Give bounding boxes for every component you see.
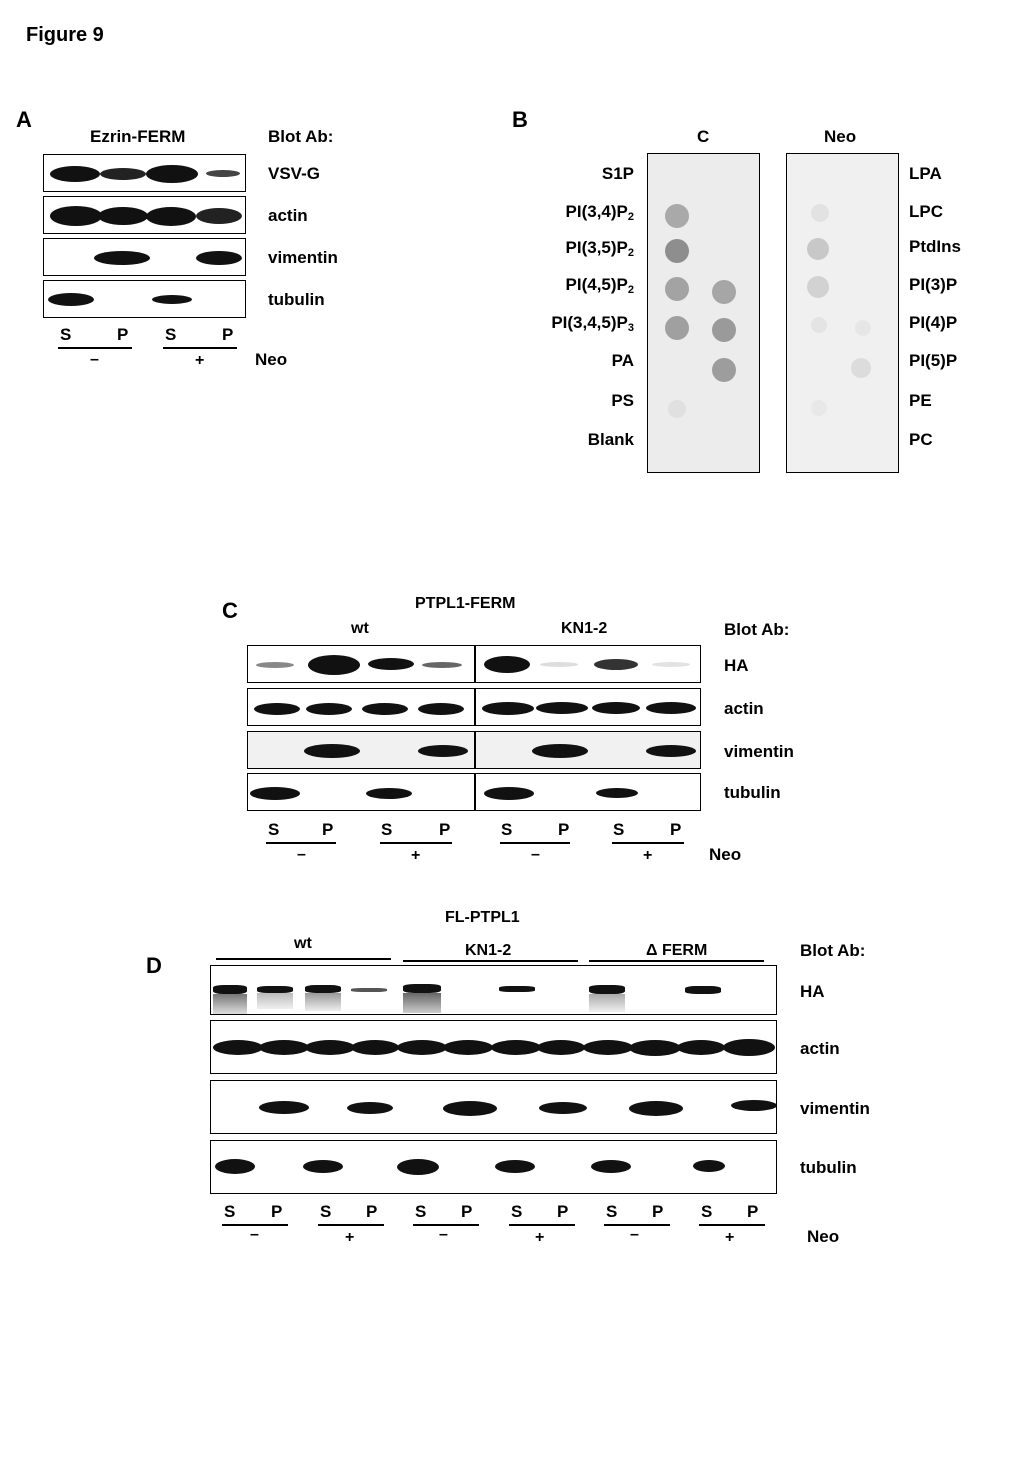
panel-a-row-label: vimentin (268, 248, 338, 267)
panel-a-group-underline (58, 347, 132, 349)
panel-c-lane-label: S (268, 820, 280, 839)
panel-c-group-underline (612, 842, 684, 844)
panel-b-lipid-label-right: PE (909, 391, 932, 410)
panel-c-row-label: HA (724, 656, 749, 675)
panel-d-treatment: – (250, 1226, 259, 1243)
panel-a-blot-vsvg (43, 154, 246, 192)
panel-d-treatment: + (535, 1229, 545, 1246)
panel-a-neo-label: Neo (255, 350, 288, 369)
panel-d-treatment: + (725, 1229, 735, 1246)
panel-d-blot-tubulin (210, 1140, 777, 1194)
panel-b-lipid-label-right: PC (909, 430, 933, 449)
panel-a-letter: A (16, 107, 32, 132)
panel-b-membrane-c (647, 153, 760, 473)
panel-b-lipid-label-left: $PI(4,5)P_2$ (565, 275, 634, 296)
panel-b-lipid-label-left: $PI(3,4)P_2$ (565, 202, 634, 223)
panel-d-group-underline (589, 960, 764, 962)
panel-d-lane-label: P (366, 1202, 378, 1221)
panel-d-lane-label: P (557, 1202, 569, 1221)
panel-d-blot-ha (210, 965, 777, 1015)
panel-b-lipid-label-right: LPA (909, 164, 942, 183)
panel-b-lipid-label-right: LPC (909, 202, 943, 221)
panel-d-treatment: – (439, 1226, 448, 1243)
panel-d-group-label: KN1-2 (465, 942, 512, 959)
panel-c-blot-vimentin (247, 731, 701, 769)
panel-c-row-label: actin (724, 699, 764, 718)
panel-d-construct: FL-PTPL1 (445, 909, 520, 926)
panel-c-blot-ha (247, 645, 701, 683)
panel-c-treatment: + (411, 847, 421, 864)
panel-a-blot-tubulin (43, 280, 246, 318)
panel-c-group-label: wt (351, 620, 369, 637)
panel-a-row-label: actin (268, 206, 308, 225)
panel-b-lipid-label-right: PtdIns (909, 237, 961, 256)
panel-c-lane-label: P (670, 820, 682, 839)
panel-d-lane-label: S (224, 1202, 236, 1221)
panel-b-lipid-label-left: $PI(3,4,5)P_3$ (551, 313, 634, 334)
panel-a-treatment: – (90, 351, 99, 368)
panel-c-lane-label: S (501, 820, 513, 839)
panel-b-lipid-label-left: PA (611, 351, 634, 370)
panel-d-group-underline (403, 960, 578, 962)
panel-d-lane-label: P (652, 1202, 664, 1221)
panel-d-blot-actin (210, 1020, 777, 1074)
panel-c-group-label: KN1-2 (561, 620, 608, 637)
panel-c-blot-actin (247, 688, 701, 726)
panel-c-treatment: – (531, 846, 540, 863)
panel-d-lane-label: P (461, 1202, 473, 1221)
panel-d-lane-label: S (415, 1202, 427, 1221)
panel-a-lane-label: P (117, 325, 129, 344)
panel-d-group-underline (318, 1224, 384, 1226)
panel-d-lane-label: P (747, 1202, 759, 1221)
panel-b-lipid-label-left: S1P (601, 164, 634, 183)
panel-c-treatment: – (297, 846, 306, 863)
panel-c-construct: PTPL1-FERM (415, 595, 516, 612)
panel-d-treatment: – (630, 1226, 639, 1243)
panel-c-blot-tubulin (247, 773, 701, 811)
panel-a-row-label: tubulin (268, 290, 325, 309)
panel-b-lipid-label-right: PI(5)P (909, 351, 958, 370)
panel-d-row-label: tubulin (800, 1158, 857, 1177)
panel-d-blot-vimentin (210, 1080, 777, 1134)
panel-c-lane-label: S (381, 820, 393, 839)
figure-title: Figure 9 (26, 24, 104, 46)
panel-d-group-underline (216, 958, 391, 960)
panel-a-blot-actin (43, 196, 246, 234)
panel-c-row-label: tubulin (724, 783, 781, 802)
panel-c-lane-label: P (322, 820, 334, 839)
panel-b-membrane-neo (786, 153, 899, 473)
panel-d-treatment: + (345, 1229, 355, 1246)
panel-d-group-underline (699, 1224, 765, 1226)
panel-d-row-label: HA (800, 982, 825, 1001)
panel-b-membrane-label: C (697, 127, 710, 146)
panel-d-letter: D (146, 953, 162, 978)
panel-c-lane-label: S (613, 820, 625, 839)
panel-d-lane-label: S (320, 1202, 332, 1221)
panel-d-blot-ab-label: Blot Ab: (800, 941, 866, 960)
panel-d-group-underline (509, 1224, 575, 1226)
panel-b-lipid-label-left: Blank (587, 430, 634, 449)
panel-d-lane-label: S (606, 1202, 618, 1221)
panel-d-row-label: vimentin (800, 1099, 870, 1118)
panel-c-lane-label: P (558, 820, 570, 839)
panel-c-letter: C (222, 598, 238, 623)
panel-d-group-label: Δ FERM (646, 942, 708, 959)
panel-a-lane-label: S (60, 325, 72, 344)
panel-d-group-label: wt (294, 935, 312, 952)
panel-c-group-underline (380, 842, 452, 844)
panel-c-lane-label: P (439, 820, 451, 839)
panel-d-lane-label: S (701, 1202, 713, 1221)
panel-b-lipid-label-right: PI(4)P (909, 313, 958, 332)
panel-c-neo-label: Neo (709, 845, 742, 864)
panel-c-treatment: + (643, 847, 653, 864)
panel-d-lane-label: P (271, 1202, 283, 1221)
panel-c-group-underline (500, 842, 570, 844)
panel-d-row-label: actin (800, 1039, 840, 1058)
panel-b-lipid-label-left: $PI(3,5)P_2$ (565, 238, 634, 259)
panel-c-row-label: vimentin (724, 742, 794, 761)
panel-c-blot-ab-label: Blot Ab: (724, 620, 790, 639)
panel-a-lane-label: S (165, 325, 177, 344)
panel-a-treatment: + (195, 352, 205, 369)
panel-a-group-underline (163, 347, 237, 349)
panel-b-lipid-label-left: PS (611, 391, 634, 410)
panel-d-neo-label: Neo (807, 1227, 840, 1246)
panel-a-lane-label: P (222, 325, 234, 344)
panel-c-group-underline (266, 842, 336, 844)
panel-b-membrane-label: Neo (824, 127, 857, 146)
panel-d-lane-label: S (511, 1202, 523, 1221)
panel-a-row-label: VSV-G (268, 164, 320, 183)
panel-a-blot-vimentin (43, 238, 246, 276)
panel-a-construct: Ezrin-FERM (90, 127, 186, 146)
panel-b-lipid-label-right: PI(3)P (909, 275, 958, 294)
panel-a-blot-ab-label: Blot Ab: (268, 127, 334, 146)
panel-b-letter: B (512, 107, 528, 132)
